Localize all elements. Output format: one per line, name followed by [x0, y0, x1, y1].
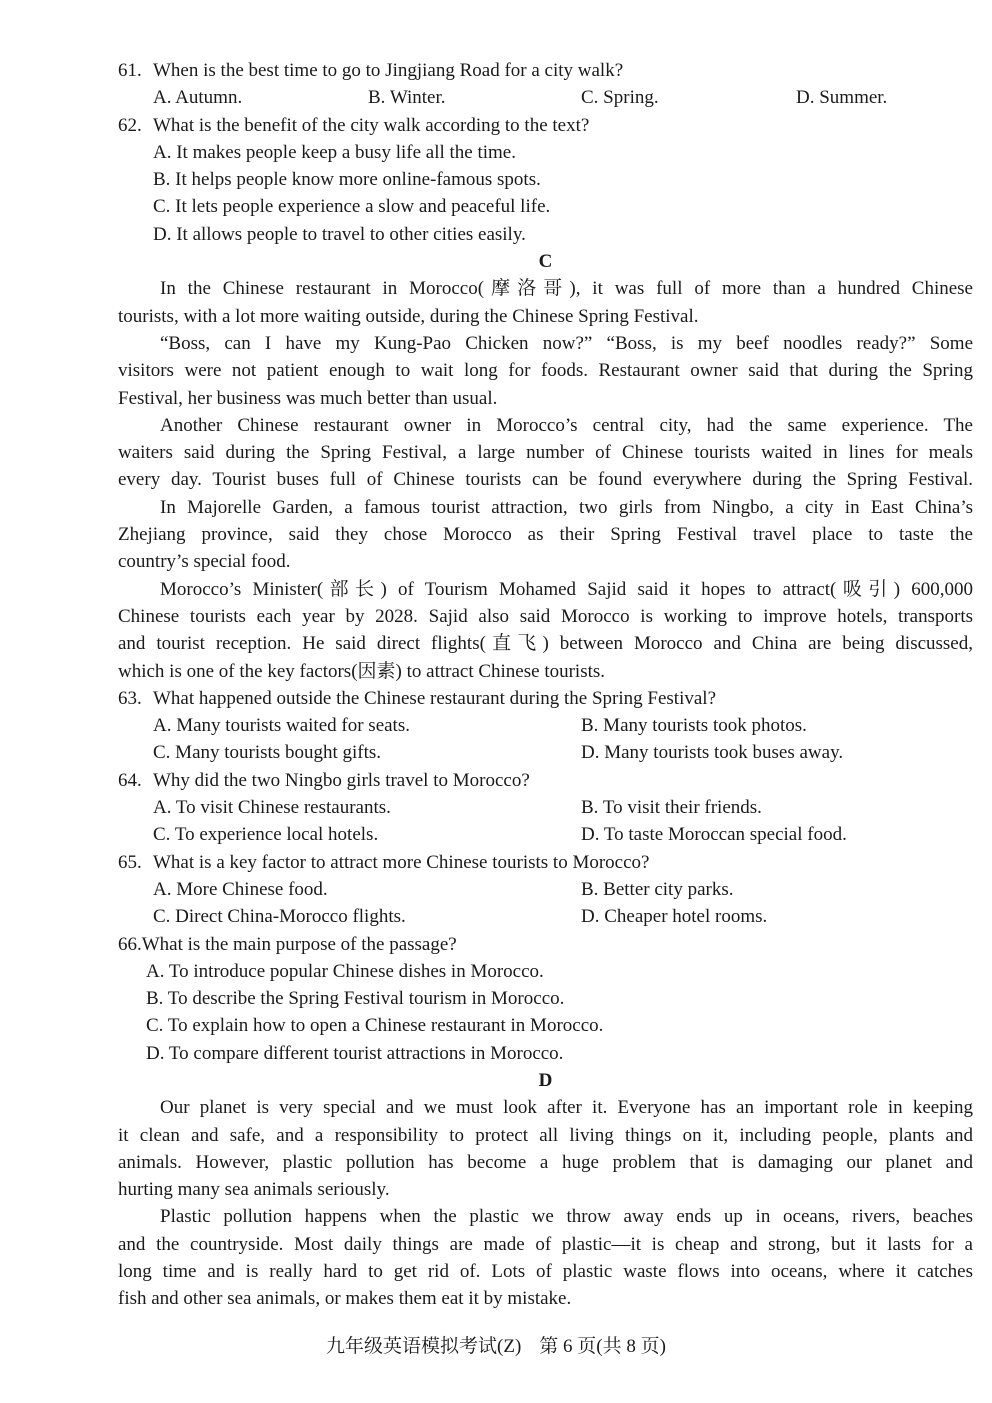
question-number: 65.: [118, 851, 142, 873]
page-content: [118, 57, 973, 1313]
question-65: [118, 849, 973, 876]
question-text: What is a key factor to attract more Chinese tourists to Morocco?: [153, 851, 650, 873]
paragraph-line: animals. However, plastic pollution has become a huge problem that is damaging our planet and: [118, 1151, 973, 1173]
option-d: D. To compare different tourist attractions in Morocco.: [146, 1042, 564, 1064]
option-a: A. Autumn.: [153, 87, 243, 109]
option-c: C. To explain how to open a Chinese restaurant in Morocco.: [146, 1015, 604, 1037]
paragraph-line: In the Chinese restaurant in Morocco(摩洛哥), it was full of more than a hundred Chinese: [160, 278, 973, 300]
q65-options-row-1: [118, 876, 973, 903]
option-d: D. Cheaper hotel rooms.: [581, 906, 768, 928]
option-a: A. Many tourists waited for seats.: [153, 715, 410, 737]
option-a: A. To introduce popular Chinese dishes in Morocco.: [146, 960, 544, 982]
q65-options-row-2: [118, 903, 973, 930]
paragraph-line: and the countryside. Most daily things are made of plastic—it is cheap and strong, but it lasts for a: [118, 1233, 973, 1255]
question-number: 64.: [118, 769, 142, 791]
question-text: When is the best time to go to Jingjiang Road for a city walk?: [153, 60, 624, 81]
paragraph-line: Festival, her business was much better than usual.: [118, 387, 498, 409]
passage-c: [118, 275, 973, 684]
question-63: [118, 685, 973, 712]
passage-d: [118, 1094, 973, 1312]
option-b: B. To describe the Spring Festival tourism in Morocco.: [146, 988, 565, 1010]
paragraph-line: hurting many sea animals seriously.: [118, 1179, 390, 1201]
question-number: 63.: [118, 687, 142, 709]
option-b: B. To visit their friends.: [581, 797, 762, 819]
paragraph-line: tourists, with a lot more waiting outside, during the Chinese Spring Festival.: [118, 305, 699, 327]
option-a: A. To visit Chinese restaurants.: [153, 797, 391, 819]
option-b: B. It helps people know more online-famous spots.: [153, 169, 541, 191]
paragraph-line: every day. Tourist buses full of Chinese tourists can be found everywhere during the Spring Festival.: [118, 469, 973, 491]
q63-options-row-1: [118, 712, 973, 739]
option-c: C. Direct China-Morocco flights.: [153, 906, 406, 928]
paragraph-line: Plastic pollution happens when the plastic we throw away ends up in oceans, rivers, beaches: [160, 1206, 973, 1228]
option-a: A. It makes people keep a busy life all the time.: [153, 141, 516, 163]
paragraph-line: and tourist reception. He said direct flights(直飞) between Morocco and China are being discussed,: [118, 633, 973, 655]
section-heading: C: [538, 251, 553, 273]
question-62: [118, 112, 973, 139]
option-c: C. It lets people experience a slow and peaceful life.: [153, 196, 551, 218]
paragraph-line: Our planet is very special and we must look after it. Everyone has an important role in keeping: [160, 1097, 973, 1119]
paragraph-line: In Majorelle Garden, a famous tourist attraction, two girls from Ningbo, a city in East China’s: [160, 496, 973, 518]
paragraph-line: Another Chinese restaurant owner in Morocco’s central city, had the same experience. The: [160, 414, 973, 436]
question-text: What is the benefit of the city walk according to the text?: [153, 114, 590, 136]
option-b: B. Winter.: [368, 87, 446, 109]
page-footer: [0, 1333, 992, 1360]
question-number: 61.: [118, 60, 142, 81]
question-text: What happened outside the Chinese restaurant during the Spring Festival?: [153, 687, 716, 709]
q63-options-row-2: [118, 739, 973, 766]
q64-options-row-2: [118, 821, 973, 848]
page-number: 第 6 页(共 8 页): [539, 1336, 666, 1357]
paragraph-line: Morocco’s Minister(部长) of Tourism Mohamed Sajid said it hopes to attract(吸引) 600,000: [160, 578, 973, 600]
paragraph-line: long time and is really hard to get rid of. Lots of plastic waste flows into oceans, where it catches: [118, 1261, 973, 1283]
option-c: C. Many tourists bought gifts.: [153, 742, 382, 764]
paragraph-line: it clean and safe, and a responsibility to protect all living things on it, including people, plants and: [118, 1124, 973, 1146]
paragraph-line: fish and other sea animals, or makes them eat it by mistake.: [118, 1288, 572, 1310]
exam-title: 九年级英语模拟考试(Z): [326, 1336, 522, 1357]
paragraph-line: Chinese tourists each year by 2028. Sajid also said Morocco is working to improve hotels, transports: [118, 605, 973, 627]
option-d: D. Many tourists took buses away.: [581, 742, 844, 764]
q64-options-row-1: [118, 794, 973, 821]
question-61: [118, 57, 973, 84]
question-number: 62.: [118, 114, 142, 136]
option-c: C. To experience local hotels.: [153, 824, 379, 846]
option-d: D. Summer.: [796, 87, 888, 109]
question-text: Why did the two Ningbo girls travel to Morocco?: [153, 769, 530, 791]
option-d: D. It allows people to travel to other cities easily.: [153, 223, 526, 245]
q61-options: [118, 84, 973, 111]
section-heading: D: [538, 1069, 553, 1091]
question-number: 66.: [118, 933, 142, 955]
question-text: What is the main purpose of the passage?: [141, 933, 457, 955]
option-c: C. Spring.: [581, 87, 659, 109]
paragraph-line: visitors were not patient enough to wait long for foods. Restaurant owner said that during the Spring: [118, 360, 973, 382]
paragraph-line: country’s special food.: [118, 551, 291, 573]
option-a: A. More Chinese food.: [153, 878, 328, 900]
paragraph-line: Zhejiang province, said they chose Morocco as their Spring Festival travel place to taste the: [118, 524, 973, 546]
option-b: B. Many tourists took photos.: [581, 715, 807, 737]
paragraph-line: waiters said during the Spring Festival, a large number of Chinese tourists waited in lines for meals: [118, 442, 973, 464]
option-d: D. To taste Moroccan special food.: [581, 824, 847, 846]
paragraph-line: “Boss, can I have my Kung-Pao Chicken now?” “Boss, is my beef noodles ready?” Some: [160, 332, 973, 354]
paragraph-line: which is one of the key factors(因素) to attract Chinese tourists.: [118, 660, 606, 682]
option-b: B. Better city parks.: [581, 878, 734, 900]
question-66: [118, 931, 973, 958]
question-64: [118, 767, 973, 794]
